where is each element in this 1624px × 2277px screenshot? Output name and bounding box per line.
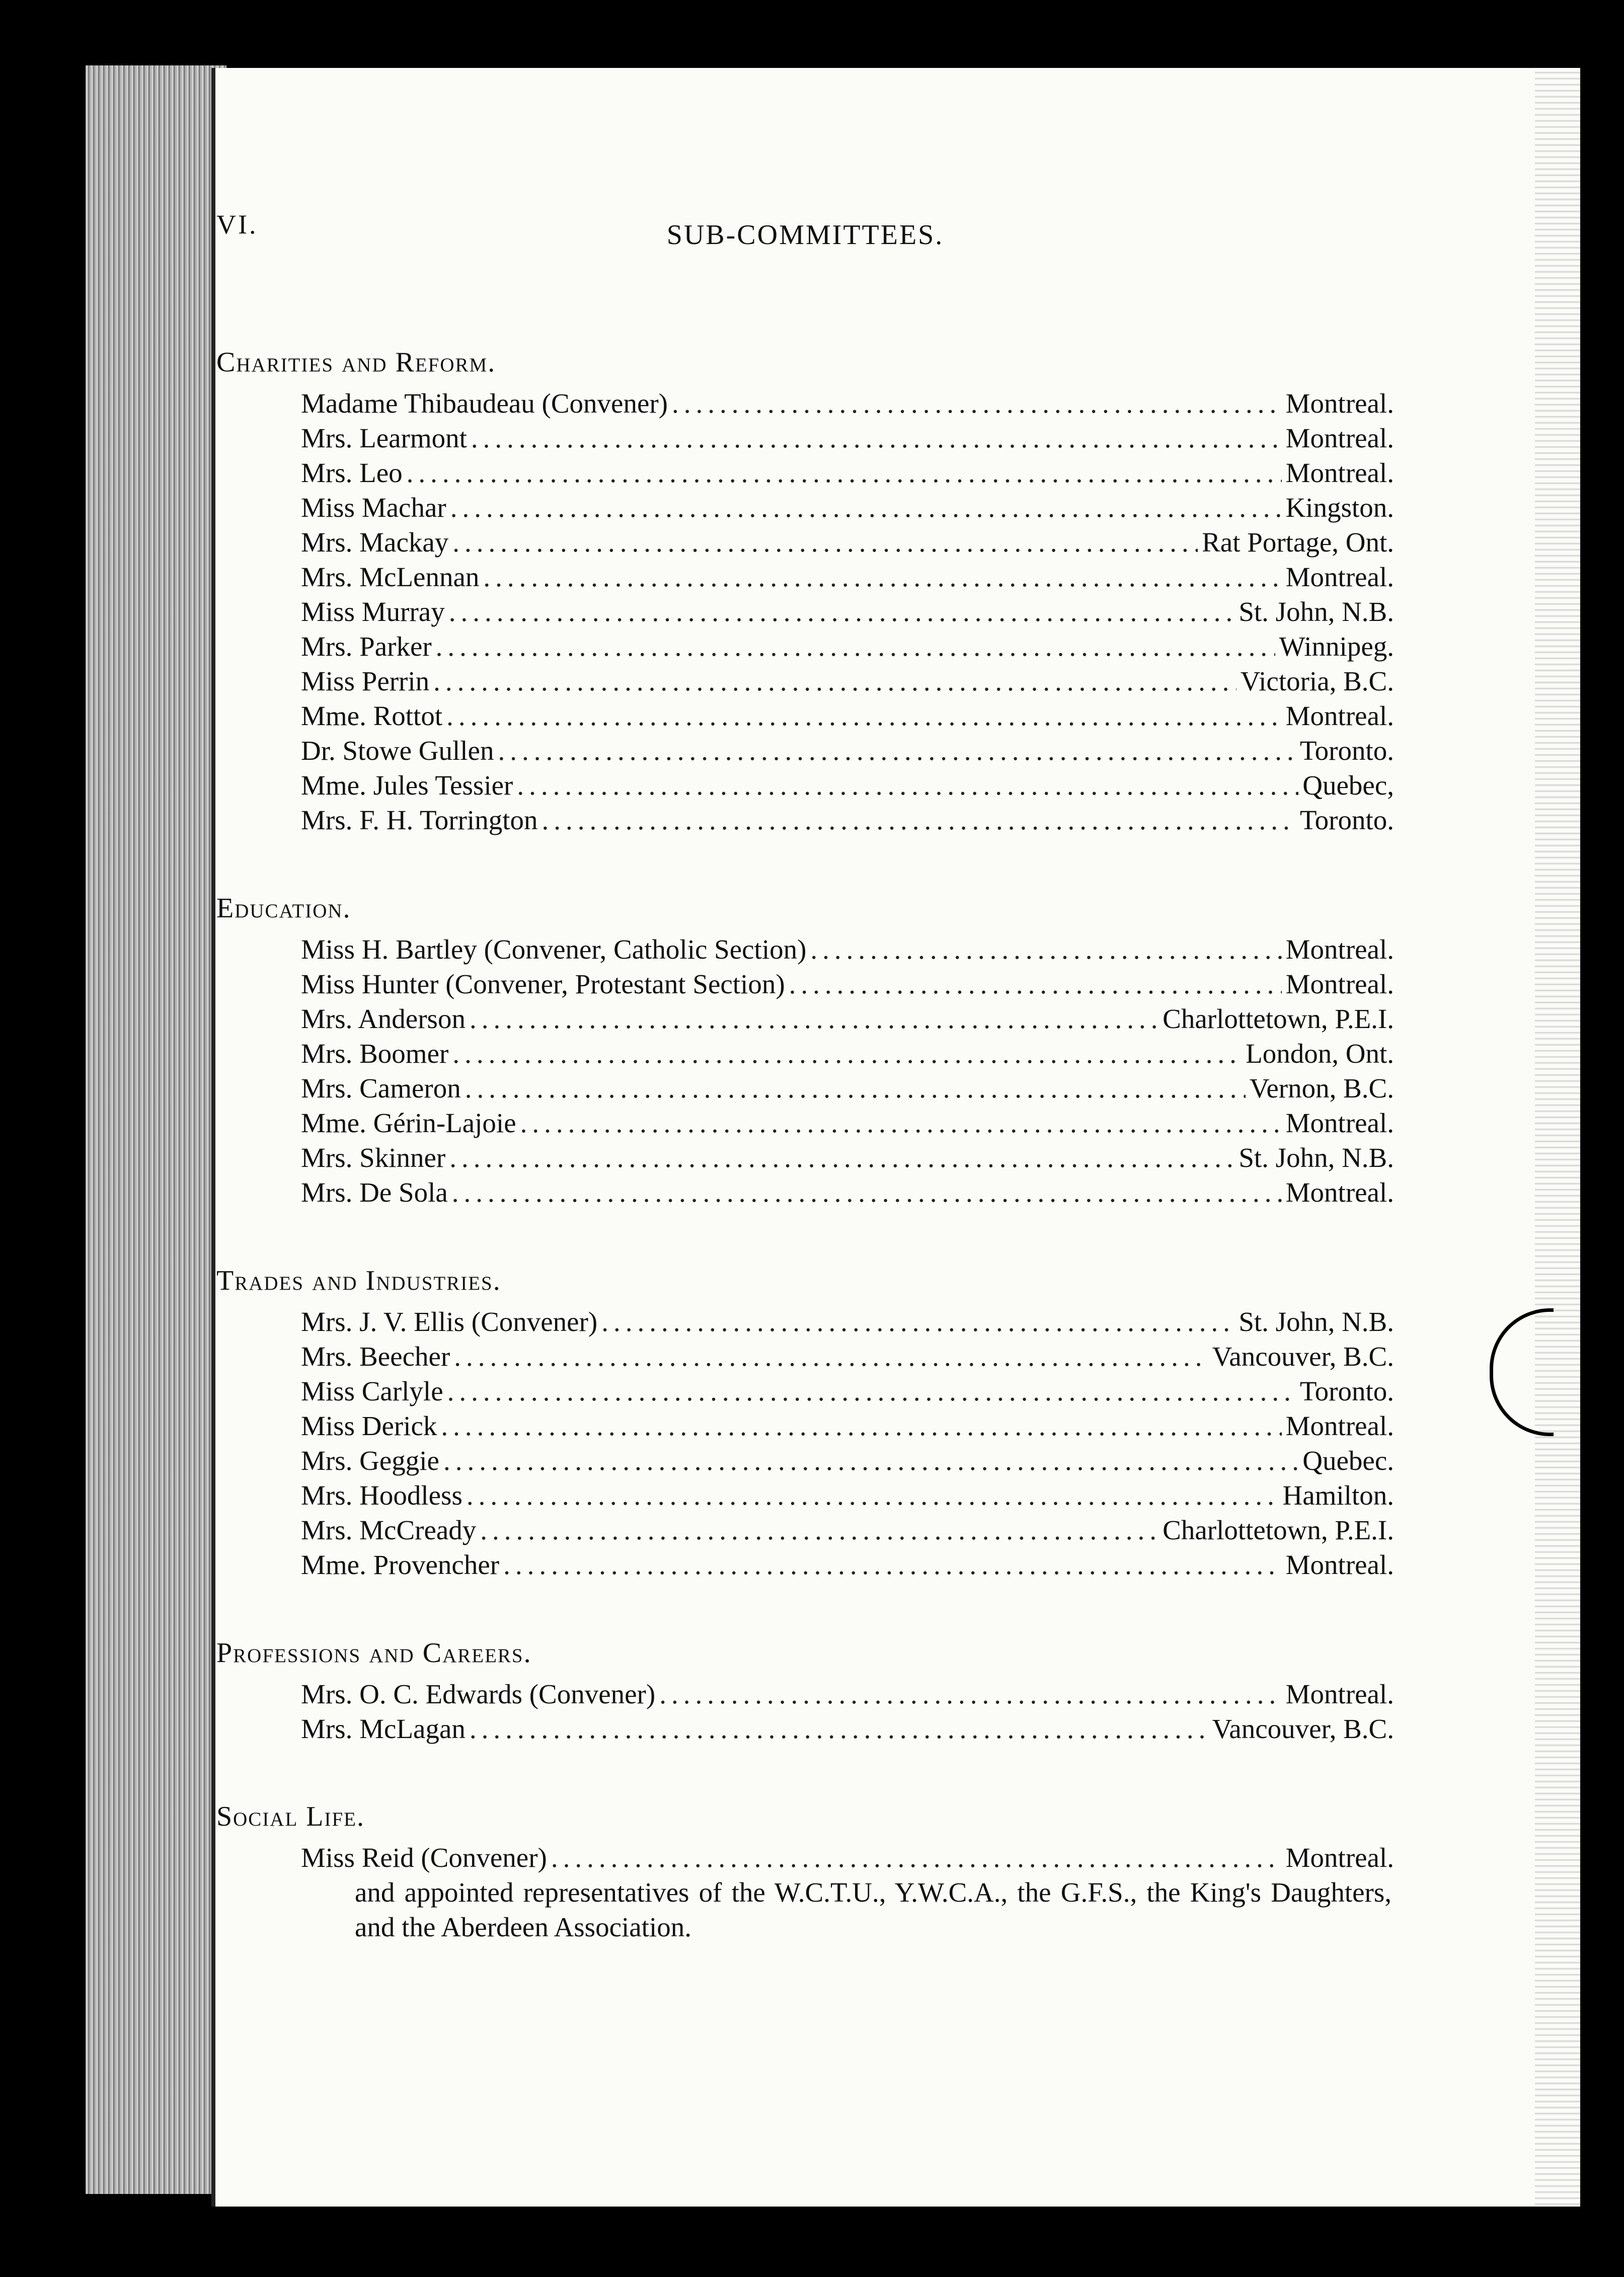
dot-leader bbox=[452, 525, 1198, 560]
member-place: Montreal. bbox=[1285, 700, 1394, 731]
member-place: Montreal. bbox=[1285, 388, 1394, 419]
section-social-life bbox=[216, 1799, 1394, 1944]
committee-entry bbox=[301, 560, 1394, 594]
committee-entry bbox=[301, 1106, 1394, 1140]
page-number: VI. bbox=[216, 209, 258, 240]
member-name: Mrs. Skinner bbox=[301, 1142, 446, 1173]
dot-leader bbox=[503, 1547, 1282, 1582]
dot-leader bbox=[498, 733, 1295, 768]
member-place: Vancouver, B.C. bbox=[1212, 1713, 1394, 1744]
member-name: Mrs. McCready bbox=[301, 1515, 477, 1545]
page-header bbox=[216, 209, 1394, 254]
committee-entry bbox=[301, 525, 1394, 560]
section-heading: Charities and Reform. bbox=[216, 347, 496, 378]
dot-leader bbox=[470, 1711, 1208, 1746]
member-place: Toronto. bbox=[1299, 1376, 1394, 1406]
dot-leader bbox=[449, 594, 1235, 629]
section-heading: Social Life. bbox=[216, 1801, 365, 1832]
member-name: Mrs. Geggie bbox=[301, 1445, 439, 1476]
committee-entry bbox=[301, 629, 1394, 664]
section-heading: Trades and Industries. bbox=[216, 1265, 501, 1296]
member-name: Mrs. McLagan bbox=[301, 1713, 466, 1744]
member-place: Montreal. bbox=[1285, 1842, 1394, 1873]
committee-entry bbox=[301, 1547, 1394, 1582]
member-name: Miss Derick bbox=[301, 1410, 437, 1441]
running-head: SUB-COMMITTEES. bbox=[666, 219, 944, 251]
dot-leader bbox=[467, 1478, 1279, 1513]
dot-leader bbox=[542, 803, 1295, 837]
committee-entry bbox=[301, 1071, 1394, 1106]
committee-entry bbox=[301, 594, 1394, 629]
committee-entry bbox=[301, 1443, 1394, 1478]
dot-leader bbox=[446, 698, 1282, 733]
member-name: Mrs. F. H. Torrington bbox=[301, 805, 538, 835]
committee-entry bbox=[301, 1339, 1394, 1374]
member-place: Montreal. bbox=[1285, 1549, 1394, 1580]
dot-leader bbox=[810, 932, 1281, 967]
member-name: Miss Murray bbox=[301, 596, 445, 627]
member-name: Mrs. O. C. Edwards (Convener) bbox=[301, 1679, 656, 1709]
section-charities-and-reform bbox=[216, 345, 1394, 837]
committee-entry bbox=[301, 490, 1394, 525]
dot-leader bbox=[450, 490, 1282, 525]
dot-leader bbox=[601, 1304, 1234, 1339]
member-place: Rat Portage, Ont. bbox=[1202, 527, 1394, 558]
committee-entry bbox=[301, 733, 1394, 768]
member-name: Mrs. McLennan bbox=[301, 562, 480, 592]
member-place: Charlottetown, P.E.I. bbox=[1163, 1003, 1394, 1034]
member-place: London, Ont. bbox=[1246, 1038, 1394, 1069]
member-name: Mrs. Parker bbox=[301, 631, 432, 662]
member-name: Mrs. Anderson bbox=[301, 1003, 466, 1034]
member-name: Mrs. Boomer bbox=[301, 1038, 449, 1069]
page-right-edge bbox=[1535, 68, 1580, 2207]
dot-leader bbox=[672, 386, 1282, 421]
member-name: Mrs. Hoodless bbox=[301, 1480, 462, 1511]
committee-entry bbox=[301, 421, 1394, 455]
member-name: Dr. Stowe Gullen bbox=[301, 735, 494, 766]
member-place: Montreal. bbox=[1285, 1177, 1394, 1208]
committee-entry bbox=[301, 932, 1394, 967]
member-place: Winnipeg. bbox=[1279, 631, 1394, 662]
dot-leader bbox=[483, 560, 1281, 594]
dot-leader bbox=[443, 1443, 1298, 1478]
member-place: St. John, N.B. bbox=[1239, 596, 1394, 627]
committee-entry bbox=[301, 386, 1394, 421]
dot-leader bbox=[447, 1374, 1296, 1408]
member-place: Vancouver, B.C. bbox=[1212, 1341, 1394, 1372]
dot-leader bbox=[551, 1840, 1282, 1875]
committee-entry bbox=[301, 1304, 1394, 1339]
member-name: Mrs. Cameron bbox=[301, 1073, 461, 1104]
member-place: Hamilton. bbox=[1282, 1480, 1394, 1511]
dot-leader bbox=[520, 1106, 1282, 1140]
dot-leader bbox=[452, 1175, 1282, 1210]
member-name: Miss Perrin bbox=[301, 666, 430, 696]
committee-entry bbox=[301, 1840, 1394, 1875]
committee-entry bbox=[301, 1677, 1394, 1711]
member-place: Montreal. bbox=[1285, 1108, 1394, 1138]
dot-leader bbox=[452, 1036, 1242, 1071]
member-name: Miss Reid (Convener) bbox=[301, 1842, 547, 1873]
member-name: Madame Thibaudeau (Convener) bbox=[301, 388, 668, 419]
member-place: Montreal. bbox=[1285, 423, 1394, 453]
committee-entry bbox=[301, 1374, 1394, 1408]
member-place: Montreal. bbox=[1285, 1410, 1394, 1441]
member-place: Quebec. bbox=[1302, 1445, 1394, 1476]
committee-entry bbox=[301, 768, 1394, 803]
section-note: and appointed representatives of the W.C.T.U., Y.W.C.A., the G.F.S., the King's Daughters, and the Aberdeen Association. bbox=[355, 1877, 1391, 1942]
dot-leader bbox=[407, 455, 1282, 490]
dot-leader bbox=[659, 1677, 1281, 1711]
member-place: St. John, N.B. bbox=[1239, 1142, 1394, 1173]
dot-leader bbox=[433, 664, 1236, 698]
member-place: Quebec, bbox=[1302, 770, 1394, 801]
member-name: Mrs. Learmont bbox=[301, 423, 467, 453]
dot-leader bbox=[449, 1140, 1234, 1175]
member-name: Miss Carlyle bbox=[301, 1376, 443, 1406]
dot-leader bbox=[471, 421, 1282, 455]
member-place: St. John, N.B. bbox=[1239, 1306, 1394, 1337]
committee-entry bbox=[301, 803, 1394, 837]
member-place: Montreal. bbox=[1285, 934, 1394, 965]
member-place: Toronto. bbox=[1299, 805, 1394, 835]
member-name: Mme. Provencher bbox=[301, 1549, 500, 1580]
section-trades-and-industries bbox=[216, 1263, 1394, 1582]
dot-leader bbox=[441, 1408, 1281, 1443]
member-place: Montreal. bbox=[1285, 969, 1394, 999]
section-professions-and-careers bbox=[216, 1635, 1394, 1746]
committee-entry bbox=[301, 664, 1394, 698]
committee-entry bbox=[301, 1513, 1394, 1547]
committee-entry bbox=[301, 967, 1394, 1001]
dot-leader bbox=[454, 1339, 1208, 1374]
member-name: Miss Machar bbox=[301, 492, 446, 523]
member-name: Miss H. Bartley (Convener, Catholic Section) bbox=[301, 934, 807, 965]
member-place: Kingston. bbox=[1285, 492, 1394, 523]
member-place: Montreal. bbox=[1285, 457, 1394, 488]
member-name: Mme. Rottot bbox=[301, 700, 443, 731]
committee-entry bbox=[301, 698, 1394, 733]
member-place: Toronto. bbox=[1299, 735, 1394, 766]
committee-entry bbox=[301, 1478, 1394, 1513]
dot-leader bbox=[465, 1071, 1246, 1106]
member-name: Mrs. Leo bbox=[301, 457, 403, 488]
committee-entry bbox=[301, 1001, 1394, 1036]
member-place: Vernon, B.C. bbox=[1249, 1073, 1394, 1104]
section-heading: Education. bbox=[216, 893, 351, 924]
member-name: Mme. Jules Tessier bbox=[301, 770, 513, 801]
committee-entry bbox=[301, 1140, 1394, 1175]
member-name: Mrs. De Sola bbox=[301, 1177, 448, 1208]
member-name: Mrs. J. V. Ellis (Convener) bbox=[301, 1306, 598, 1337]
dot-leader bbox=[517, 768, 1298, 803]
member-place: Victoria, B.C. bbox=[1240, 666, 1394, 696]
scanned-page-edge bbox=[86, 65, 226, 2194]
committee-entry bbox=[301, 1711, 1394, 1746]
committee-entry bbox=[301, 1408, 1394, 1443]
dot-leader bbox=[470, 1001, 1158, 1036]
member-place: Charlottetown, P.E.I. bbox=[1163, 1515, 1394, 1545]
member-name: Mrs. Mackay bbox=[301, 527, 449, 558]
dot-leader bbox=[436, 629, 1275, 664]
member-place: Montreal. bbox=[1285, 1679, 1394, 1709]
member-name: Mme. Gérin-Lajoie bbox=[301, 1108, 516, 1138]
committee-entry bbox=[301, 455, 1394, 490]
section-education bbox=[216, 891, 1394, 1210]
member-name: Miss Hunter (Convener, Protestant Section) bbox=[301, 969, 785, 999]
dot-leader bbox=[789, 967, 1282, 1001]
committee-entry bbox=[301, 1175, 1394, 1210]
committee-entry bbox=[301, 1036, 1394, 1071]
section-heading: Professions and Careers. bbox=[216, 1637, 532, 1669]
member-name: Mrs. Beecher bbox=[301, 1341, 450, 1372]
member-place: Montreal. bbox=[1285, 562, 1394, 592]
dot-leader bbox=[480, 1513, 1158, 1547]
